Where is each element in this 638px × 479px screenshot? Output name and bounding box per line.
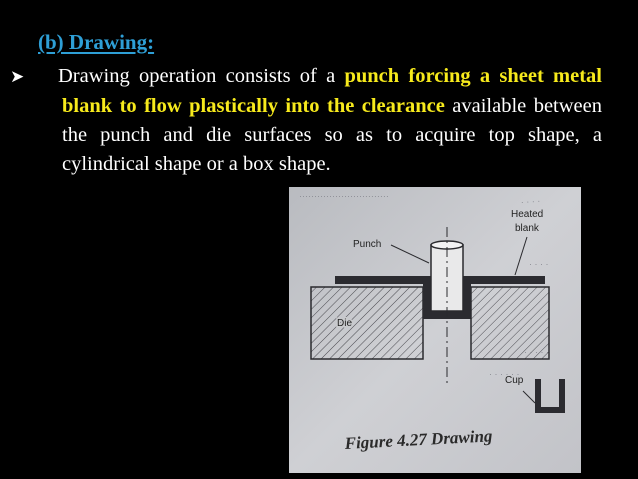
label-die: Die — [337, 318, 353, 329]
svg-text:· · · ·: · · · · — [529, 259, 549, 269]
figure-caption: Figure 4.27 Drawing — [344, 426, 493, 453]
svg-text:· · · ·: · · · · — [520, 195, 541, 207]
label-blank: blank — [515, 223, 539, 234]
right-die-block — [471, 287, 549, 359]
bullet-item — [10, 62, 602, 179]
label-cup: Cup — [505, 375, 524, 386]
bullet-paragraph — [10, 62, 602, 179]
blank-left — [335, 276, 423, 284]
body-text-2: available between the punch and die surfaces so as to acquire top shape, a cylindrical shape or a box shape. — [62, 95, 602, 175]
arrow-bullet-icon: ➤ — [10, 67, 25, 87]
label-heated: Heated — [511, 209, 544, 220]
slide-heading: (b) Drawing: — [38, 30, 155, 54]
drawing-figure-photo — [289, 187, 581, 473]
body-text-1: Drawing operation consists of a — [58, 65, 345, 87]
svg-text:· · · · · ·: · · · · · · — [489, 369, 520, 379]
body-highlight: punch forcing a sheet metal blank to flow plastically into the clearance — [62, 65, 602, 117]
drawing-diagram — [289, 187, 581, 473]
svg-text:······························: ······························ — [299, 191, 389, 201]
label-punch: Punch — [353, 239, 382, 250]
left-die-block — [311, 287, 423, 359]
blank-right — [471, 276, 545, 284]
